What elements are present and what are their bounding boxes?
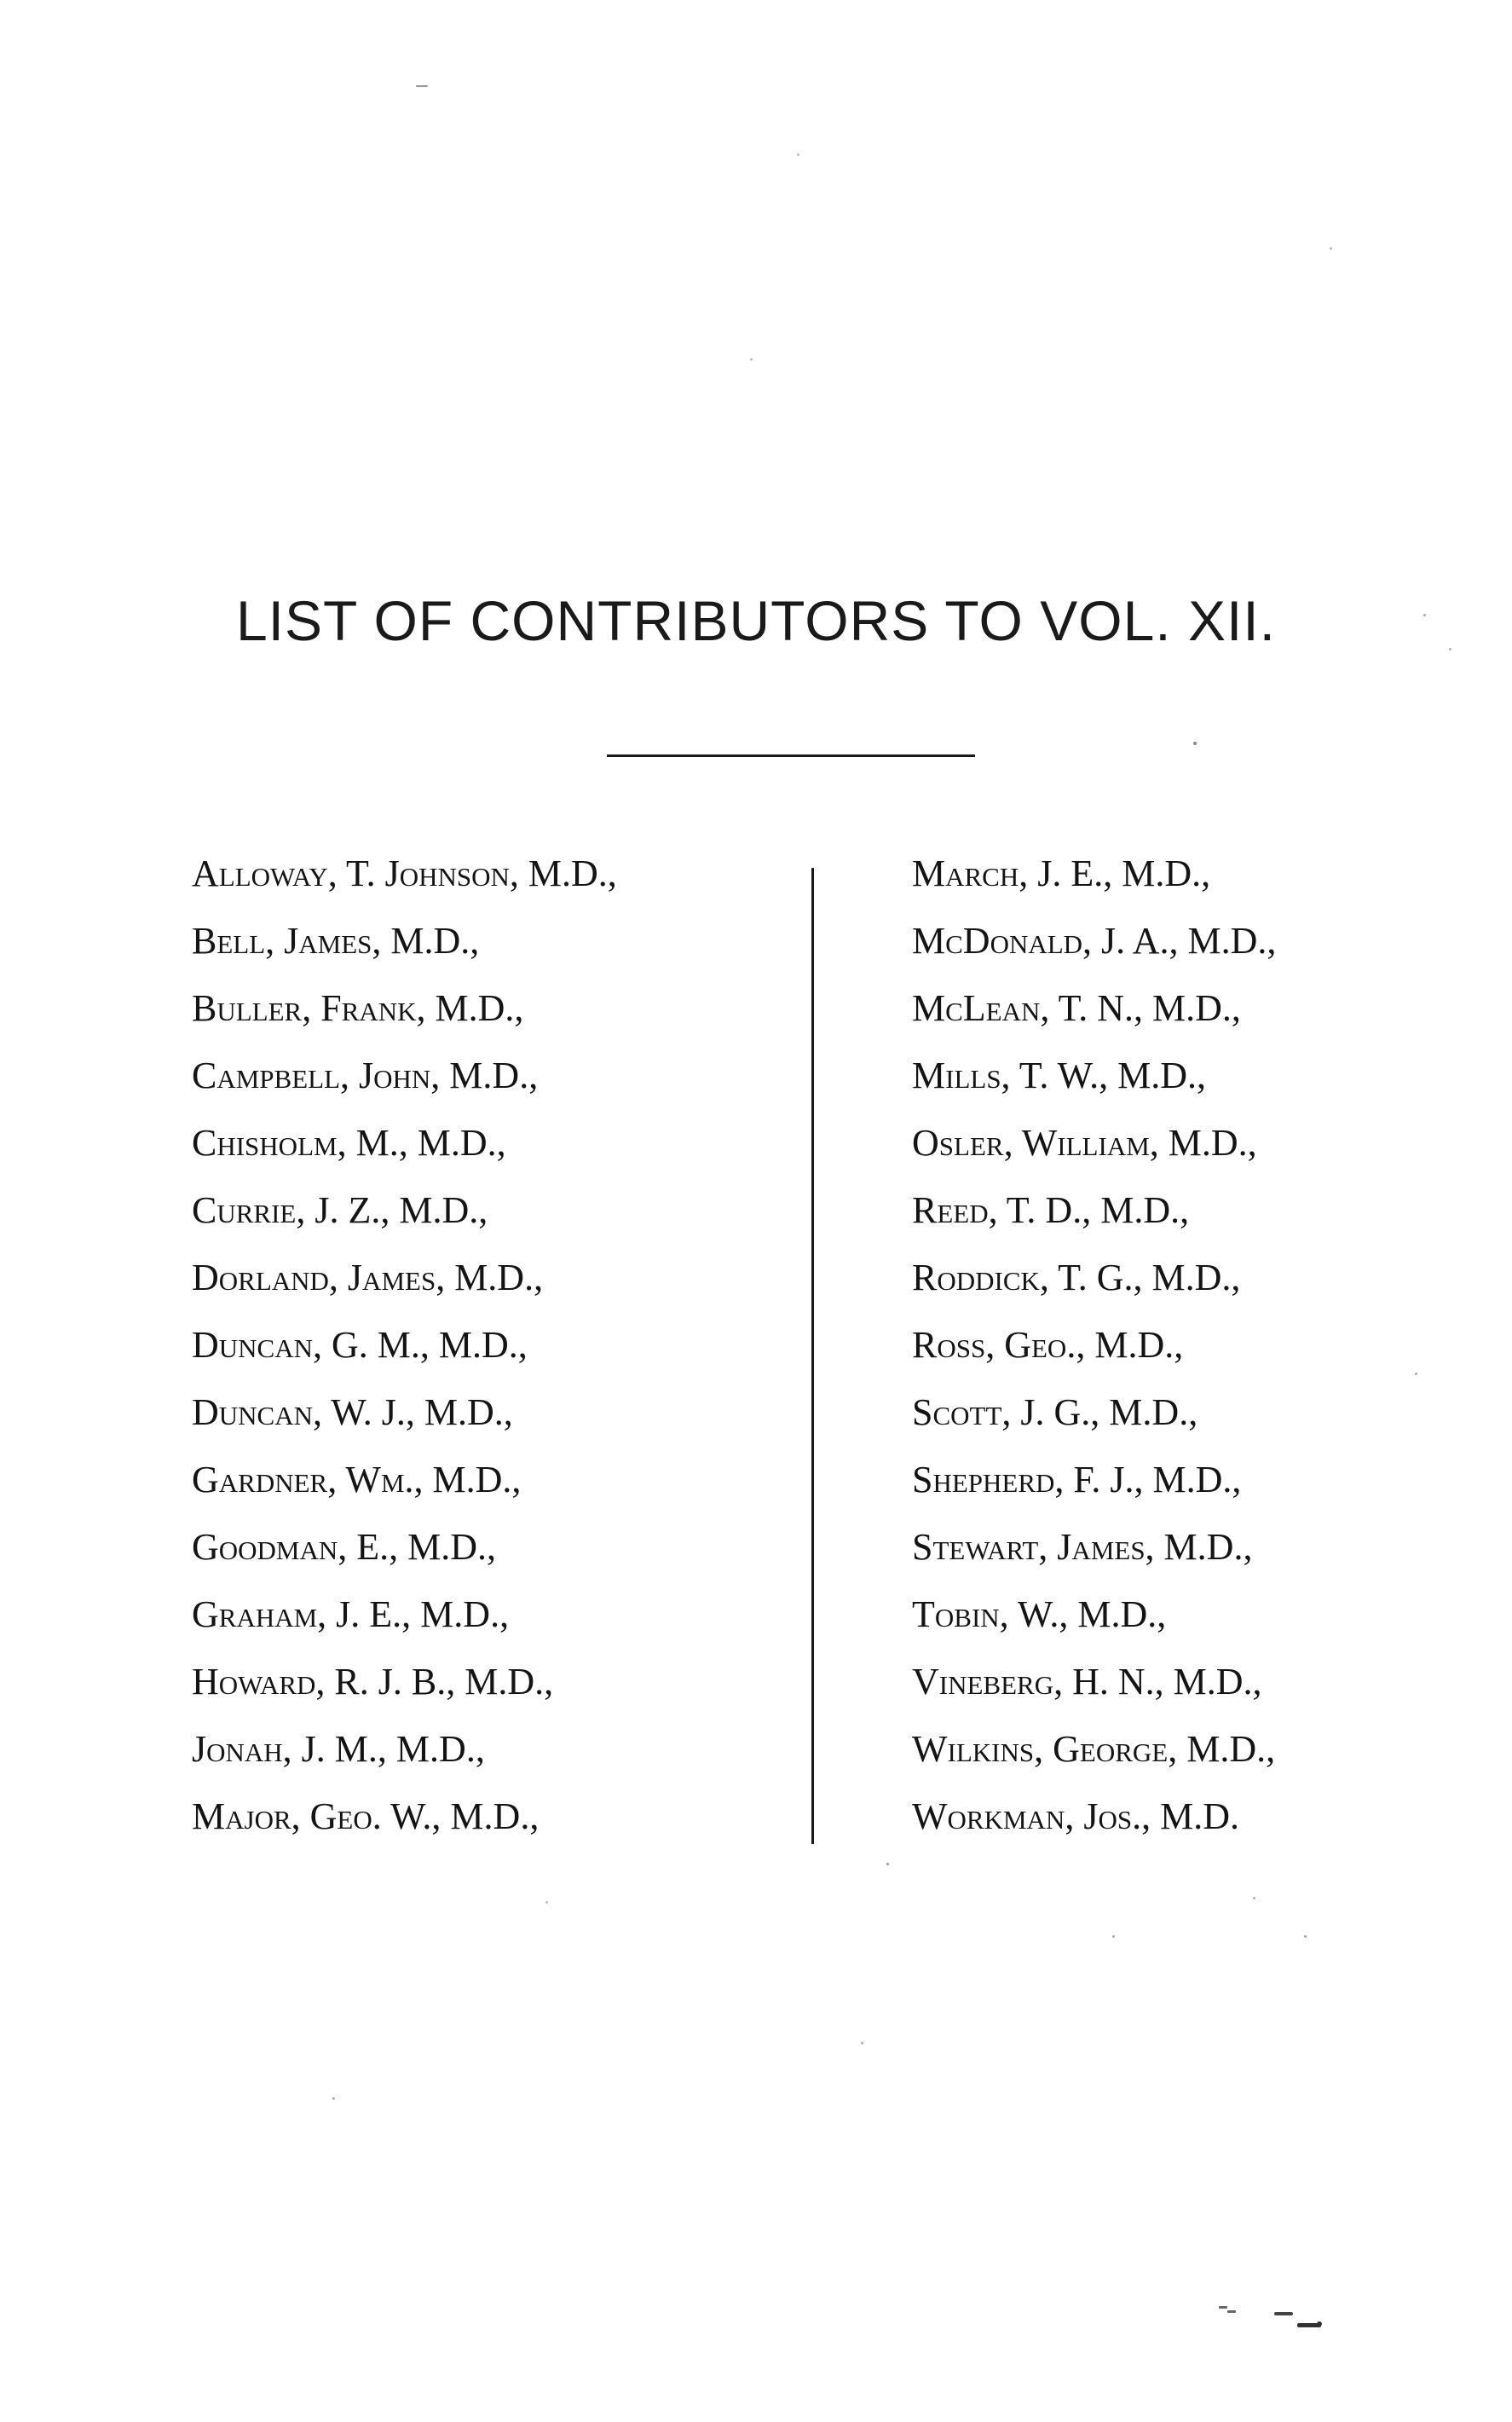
contributor-entry: Scott, J. G., M.D., xyxy=(912,1391,1198,1433)
contributor-entry: Howard, R. J. B., M.D., xyxy=(192,1661,554,1702)
contributor-entry: Dorland, James, M.D., xyxy=(192,1257,544,1298)
contributors-left-column xyxy=(192,840,617,1850)
scan-speck xyxy=(1415,1373,1417,1375)
contributor-entry: Mills, T. W., M.D., xyxy=(912,1055,1206,1096)
contributor-entry: Duncan, W. J., M.D., xyxy=(192,1391,513,1433)
contributor-entry: Duncan, G. M., M.D., xyxy=(192,1324,528,1366)
contributor-entry: Reed, T. D., M.D., xyxy=(912,1189,1190,1231)
contributor-entry: Goodman, E., M.D., xyxy=(192,1526,497,1568)
scan-speck xyxy=(1227,2310,1236,2313)
contributor-entry: Wilkins, George, M.D., xyxy=(912,1728,1276,1770)
contributor-entry: Buller, Frank, M.D., xyxy=(192,987,524,1029)
scan-speck xyxy=(797,153,799,156)
scan-speck xyxy=(1304,1935,1307,1938)
contributor-entry: Jonah, J. M., M.D., xyxy=(192,1728,485,1770)
scan-speck xyxy=(886,1863,889,1865)
page-title: LIST OF CONTRIBUTORS TO VOL. XII. xyxy=(235,589,1277,652)
scan-speck xyxy=(416,85,428,87)
scan-speck xyxy=(332,2097,335,2100)
scan-speck xyxy=(750,358,753,361)
contributor-entry: Workman, Jos., M.D. xyxy=(912,1795,1239,1837)
title-rule xyxy=(607,754,975,757)
scan-speck xyxy=(1193,742,1197,745)
scan-speck xyxy=(861,2042,863,2044)
contributor-entry: Campbell, John, M.D., xyxy=(192,1055,539,1096)
contributor-entry: McDonald, J. A., M.D., xyxy=(912,920,1277,962)
scan-speck xyxy=(1317,2321,1322,2327)
contributor-entry: Roddick, T. G., M.D., xyxy=(912,1257,1241,1298)
scan-speck xyxy=(545,1901,548,1904)
scan-speck xyxy=(1423,614,1426,616)
contributor-entry: Tobin, W., M.D., xyxy=(912,1593,1167,1635)
contributor-entry: Graham, J. E., M.D., xyxy=(192,1593,510,1635)
contributor-entry: Alloway, T. Johnson, M.D., xyxy=(192,853,617,894)
contributor-entry: McLean, T. N., M.D., xyxy=(912,987,1241,1029)
contributor-entry: Chisholm, M., M.D., xyxy=(192,1122,506,1164)
contributor-entry: March, J. E., M.D., xyxy=(912,853,1211,894)
contributor-entry: Vineberg, H. N., M.D., xyxy=(912,1661,1262,1702)
contributor-entry: Gardner, Wm., M.D., xyxy=(192,1459,522,1500)
contributor-entry: Currie, J. Z., M.D., xyxy=(192,1189,488,1231)
scan-speck xyxy=(1449,648,1451,650)
contributors-right-column xyxy=(912,840,1276,1850)
contributor-entry: Stewart, James, M.D., xyxy=(912,1526,1253,1568)
scan-speck xyxy=(1330,247,1332,250)
scan-speck xyxy=(1219,2306,1227,2309)
contributor-entry: Major, Geo. W., M.D., xyxy=(192,1795,540,1837)
scan-speck xyxy=(1253,1897,1255,1899)
column-divider xyxy=(811,868,814,1844)
contributor-entry: Shepherd, F. J., M.D., xyxy=(912,1459,1242,1500)
contributor-entry: Osler, William, M.D., xyxy=(912,1122,1257,1164)
scan-speck xyxy=(1112,1935,1115,1938)
contributor-entry: Ross, Geo., M.D., xyxy=(912,1324,1184,1366)
contributor-entry: Bell, James, M.D., xyxy=(192,920,480,962)
scan-speck xyxy=(1274,2312,1293,2315)
